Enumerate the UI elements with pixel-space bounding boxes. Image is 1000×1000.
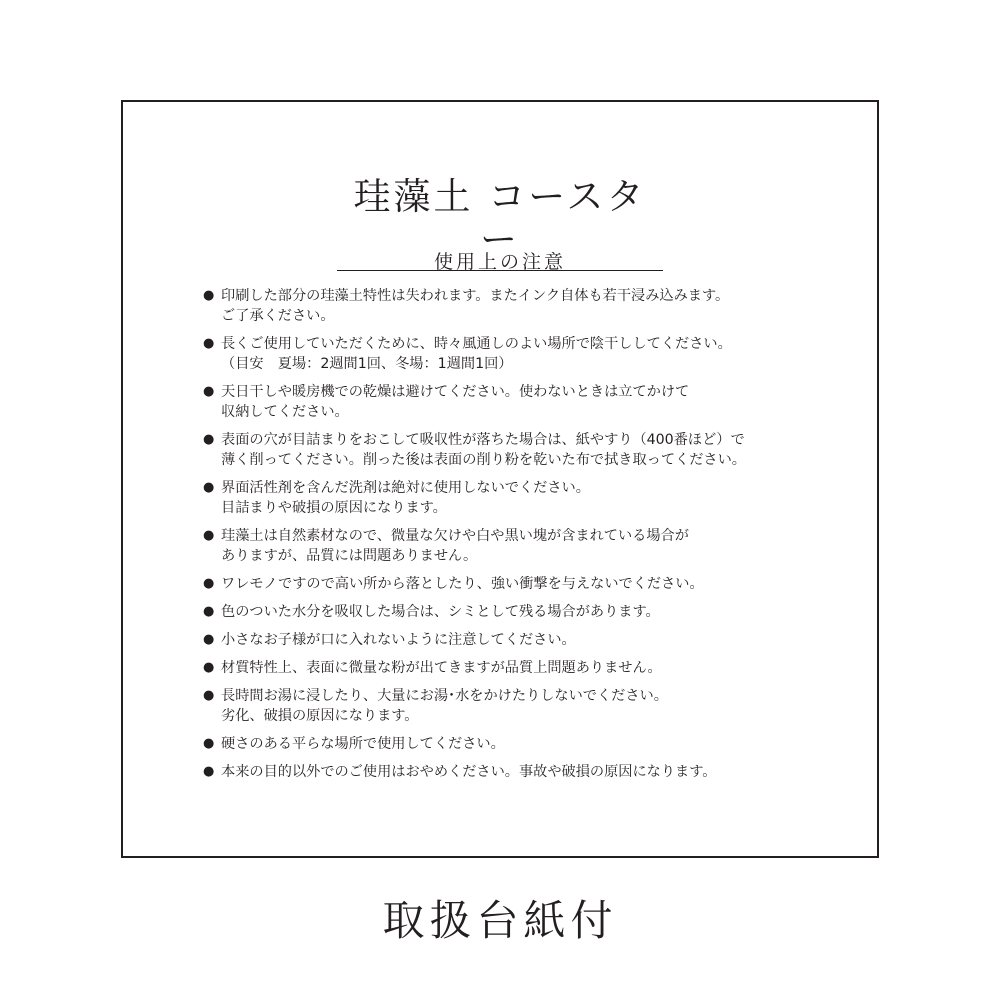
caution-item bbox=[203, 334, 813, 374]
bullet-icon: ● bbox=[203, 632, 215, 647]
instruction-card bbox=[121, 100, 879, 858]
bullet-icon: ● bbox=[203, 604, 215, 619]
caution-item bbox=[203, 286, 813, 326]
caution-line-2: （目安 夏場：2週間1回、冬場：1週間1回） bbox=[221, 356, 513, 372]
caution-line-2: 目詰まりや破損の原因になります。 bbox=[221, 500, 447, 516]
bullet-icon: ● bbox=[203, 660, 215, 675]
caution-line-2: ありますが、品質には問題ありません。 bbox=[221, 548, 478, 564]
bullet-icon: ● bbox=[203, 432, 215, 447]
caution-line-1: 長時間お湯に浸したり、大量にお湯･水をかけたりしないでください。 bbox=[221, 688, 668, 704]
caution-item bbox=[203, 686, 813, 726]
caution-line-1: 界面活性剤を含んだ洗剤は絶対に使用しないでください。 bbox=[221, 480, 590, 496]
caution-item bbox=[203, 478, 813, 518]
caution-line-1: 材質特性上、表面に微量な粉が出てきますが品質上問題ありません。 bbox=[221, 660, 662, 676]
caution-line-1: 珪藻土は自然素材なので、微量な欠けや白や黒い塊が含まれている場合が bbox=[221, 528, 689, 544]
caution-line-2: 薄く削ってください。削った後は表面の削り粉を乾いた布で拭き取ってください。 bbox=[221, 452, 746, 468]
caution-line-2: ご了承ください。 bbox=[221, 308, 335, 324]
bullet-icon: ● bbox=[203, 288, 215, 303]
caution-item bbox=[203, 734, 813, 754]
caution-line-1: 表面の穴が目詰まりをおこして吸収性が落ちた場合は、紙やすり（400番ほど）で bbox=[221, 432, 745, 448]
bullet-icon: ● bbox=[203, 336, 215, 351]
caution-item bbox=[203, 630, 813, 650]
caution-item bbox=[203, 762, 813, 782]
caution-line-1: 硬さのある平らな場所で使用してください。 bbox=[221, 736, 505, 752]
caution-line-1: ワレモノですので高い所から落としたり、強い衝撃を与えないでください。 bbox=[221, 576, 704, 592]
bullet-icon: ● bbox=[203, 384, 215, 399]
card-title: 珪藻土 コースター bbox=[337, 176, 663, 271]
caution-item bbox=[203, 382, 813, 422]
caution-line-1: 印刷した部分の珪藻土特性は失われます。またインク自体も若干浸み込みます。 bbox=[221, 288, 730, 304]
caution-list bbox=[203, 286, 813, 790]
bullet-icon: ● bbox=[203, 576, 215, 591]
caution-line-2: 劣化、破損の原因になります。 bbox=[221, 708, 419, 724]
caution-item bbox=[203, 430, 813, 470]
caution-line-2: 収納してください。 bbox=[221, 404, 349, 420]
bullet-icon: ● bbox=[203, 480, 215, 495]
caution-item bbox=[203, 658, 813, 678]
caution-item bbox=[203, 574, 813, 594]
footer-label: 取扱台紙付 bbox=[382, 896, 618, 945]
card-subtitle: 使用上の注意 bbox=[433, 251, 566, 273]
caution-item bbox=[203, 602, 813, 622]
bullet-icon: ● bbox=[203, 688, 215, 703]
caution-line-1: 天日干しや暖房機での乾燥は避けてください。使わないときは立てかけて bbox=[221, 384, 690, 400]
bullet-icon: ● bbox=[203, 528, 215, 543]
caution-line-1: 長くご使用していただくために、時々風通しのよい場所で陰干ししてください。 bbox=[221, 336, 732, 352]
caution-line-1: 色のついた水分を吸収した場合は、シミとして残る場合があります。 bbox=[221, 604, 660, 620]
caution-item bbox=[203, 526, 813, 566]
bullet-icon: ● bbox=[203, 736, 215, 751]
caution-line-1: 小さなお子様が口に入れないように注意してください。 bbox=[221, 632, 576, 648]
caution-line-1: 本来の目的以外でのご使用はおやめください。事故や破損の原因になります。 bbox=[221, 764, 717, 780]
bullet-icon: ● bbox=[203, 764, 215, 779]
